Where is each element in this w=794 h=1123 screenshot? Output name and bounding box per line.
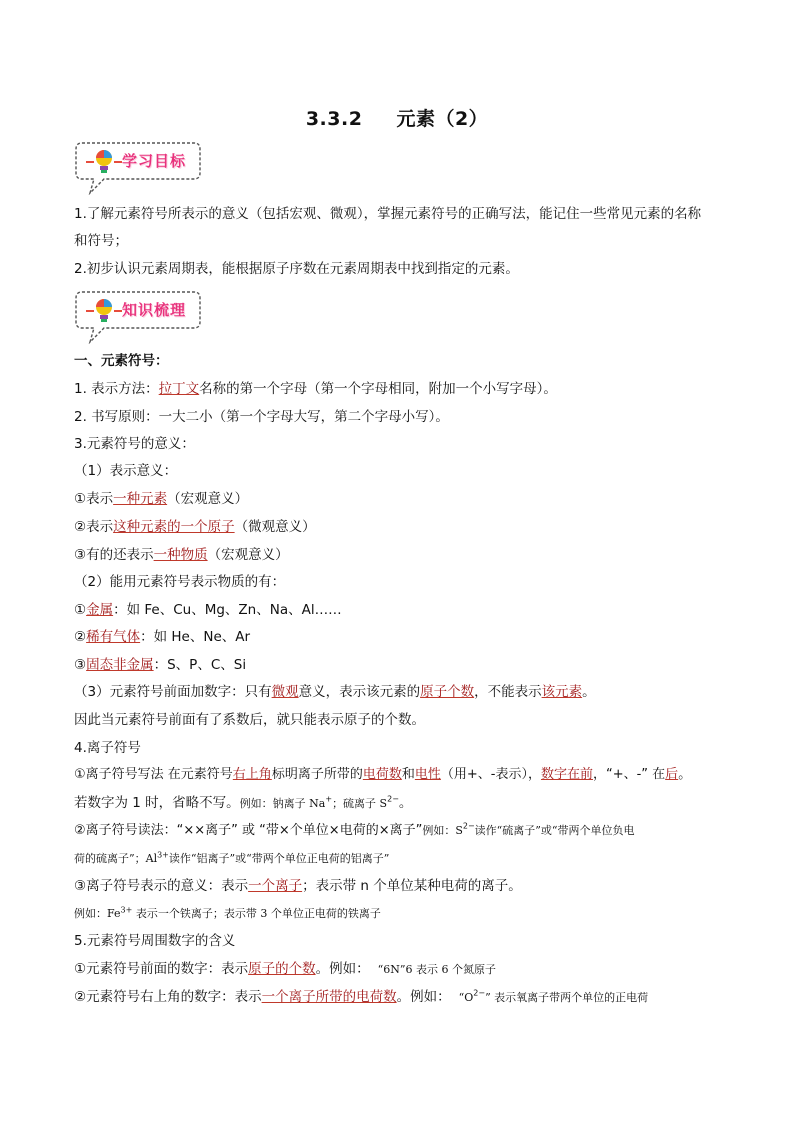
section-5-heading: 5.元素符号周围数字的含义: [74, 933, 236, 949]
section-4-line-1: ①离子符号写法 在元素符号右上角标明离子所带的电荷数和电性（用+、-表示），数字在前，“+、-” 在后。: [74, 767, 692, 782]
goal-1-line-2: 和符号；: [74, 233, 128, 249]
section-4-line-2: 若数字为 1 时，省略不写。例如：钠离子 Na+；硫离子 $S^{2-}$。: [74, 794, 413, 811]
knowledge-badge-label: 知识梳理: [122, 301, 187, 319]
goals-badge-label: 学习目标: [122, 152, 187, 170]
section-1-line-9: ①金属：如 Fe、Cu、Mg、Zn、Na、Al……: [74, 602, 342, 618]
knowledge-badge: [74, 290, 200, 330]
section-5-line-2: ②元素符号右上角的数字：表示一个离子所带的电荷数。例如： “$O^{2-}$” 表示氧离子带两个单位的正电荷: [74, 988, 649, 1005]
section-4-line-4: 荷的硫离子”；$Al^{3+}$读作“铝离子”或“带两个单位正电荷的铝离子”: [74, 850, 390, 865]
section-1-line-11: ③固态非金属：S、P、C、Si: [74, 657, 247, 673]
goal-2: 2.初步认识元素周期表，能根据原子序数在元素周期表中找到指定的元素。: [74, 261, 519, 277]
section-4-line-6: 例如：$Fe^{3+}$ 表示一个铁离子；表示带 3 个单位正电荷的铁离子: [74, 905, 381, 920]
section-1-line-1: 1. 表示方法：拉丁文名称的第一个字母（第一个字母相同，附加一个小写字母）。: [74, 381, 557, 397]
section-4-line-5: ③离子符号表示的意义：表示一个离子；表示带 n 个单位某种电荷的离子。: [74, 878, 522, 894]
section-1-line-2: 2. 书写原则：一大二小（第一个字母大写，第二个字母小写）。: [74, 409, 449, 425]
section-1-heading: 一、元素符号：: [74, 353, 169, 369]
page-title: 3.3.2 元素（2）: [305, 108, 489, 130]
section-5-line-1: ①元素符号前面的数字：表示原子的个数。例如： “6N”6 表示 6 个氮原子: [74, 961, 496, 977]
goal-1-line-1: 1.了解元素符号所表示的意义（包括宏观、微观），掌握元素符号的正确写法，能记住一些常见元素的名称: [74, 206, 702, 222]
goals-badge: [74, 141, 200, 181]
section-1-line-5: ①表示一种元素（宏观意义）: [74, 491, 249, 507]
lightbulb-icon: [84, 294, 124, 328]
section-4-heading: 4.离子符号: [74, 740, 141, 756]
section-1-line-10: ②稀有气体：如 He、Ne、Ar: [74, 629, 251, 645]
section-1-line-3: 3.元素符号的意义：: [74, 436, 195, 452]
section-1-line-13: 因此当元素符号前面有了系数后，就只能表示原子的个数。: [74, 712, 425, 728]
section-1-line-12: （3）元素符号前面加数字：只有微观意义，表示该元素的原子个数，不能表示该元素。: [74, 684, 596, 700]
lightbulb-icon: [84, 145, 124, 179]
section-1-line-4: （1）表示意义：: [74, 463, 178, 479]
section-4-line-3: ②离子符号读法：“××离子” 或 “带×个单位×电荷的×离子”例如：$S^{2-}$读作“硫离子”或“带两个单位负电: [74, 821, 635, 838]
section-1-line-6: ②表示这种元素的一个原子（微观意义）: [74, 519, 316, 535]
section-1-line-8: （2）能用元素符号表示物质的有：: [74, 574, 286, 590]
section-1-line-7: ③有的还表示一种物质（宏观意义）: [74, 547, 289, 563]
